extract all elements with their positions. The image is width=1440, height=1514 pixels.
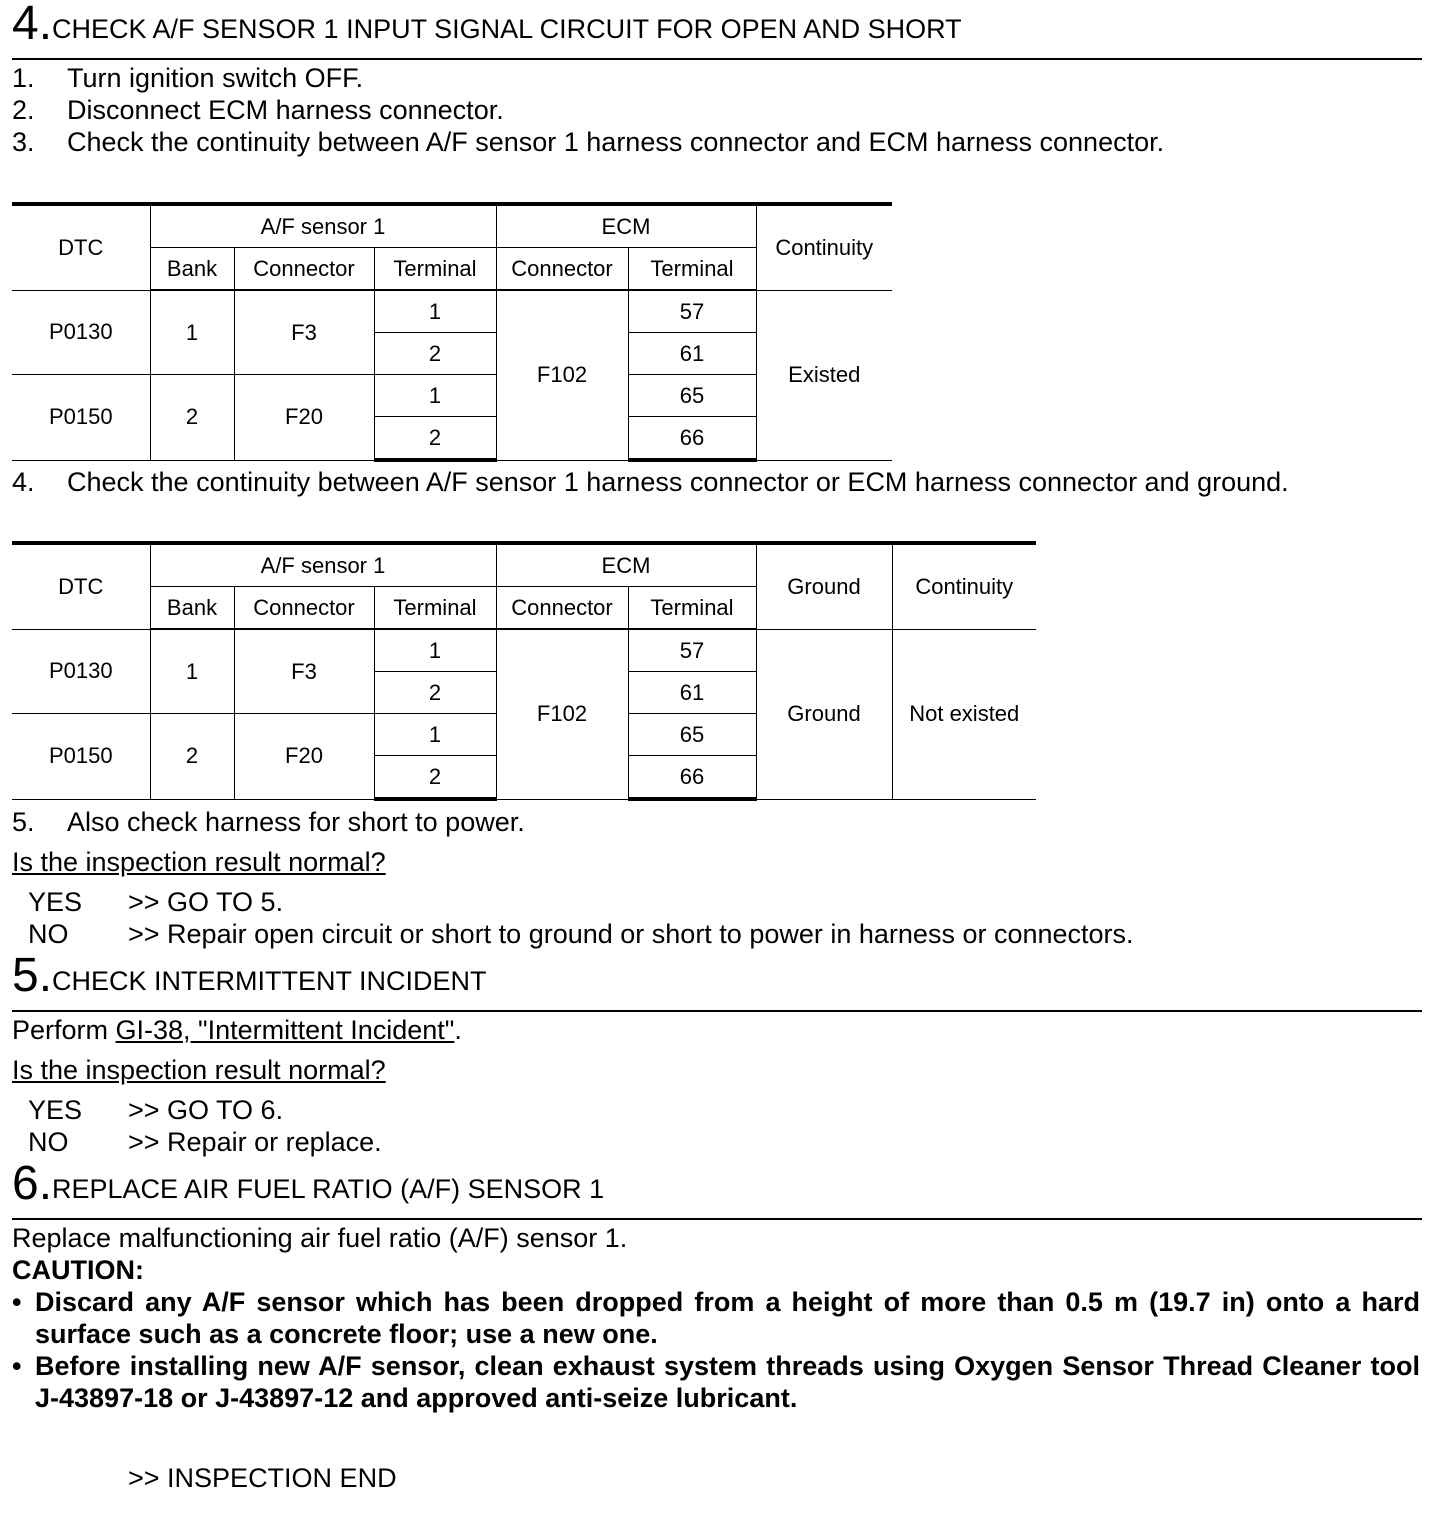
answer-no (28, 1126, 382, 1158)
step-title: CHECK INTERMITTENT INCIDENT (52, 966, 487, 996)
step-title: CHECK A/F SENSOR 1 INPUT SIGNAL CIRCUIT FOR OPEN AND SHORT (52, 14, 962, 44)
item-text: Check the continuity between A/F sensor 1 harness connector and ECM harness connector. (67, 127, 1165, 157)
instruction-item (12, 806, 525, 838)
cell-bank: 1 (150, 290, 234, 375)
cell-ecm-terminal: 65 (628, 375, 756, 417)
reference-link[interactable]: GI-38, "Intermittent Incident" (115, 1015, 455, 1045)
cell-ecm-connector: F102 (496, 290, 628, 460)
answer-no (28, 918, 1134, 950)
item-text: Also check harness for short to power. (67, 807, 525, 837)
instruction-item (12, 62, 363, 94)
instruction-item (12, 466, 1289, 498)
item-text: Disconnect ECM harness connector. (67, 95, 504, 125)
header-ground: Ground (756, 543, 892, 629)
cell-ecm-terminal: 57 (628, 629, 756, 672)
header-af-sensor: A/F sensor 1 (150, 204, 496, 248)
cell-connector: F20 (234, 375, 374, 461)
cell-dtc: P0130 (12, 629, 150, 714)
answer-label: NO (28, 1127, 69, 1157)
bullet-text: Discard any A/F sensor which has been dropped from a height of more than 0.5 m (19.7 in) onto a hard surface such as a concrete floor; use a new one. (35, 1287, 1420, 1349)
answer-label: YES (28, 887, 83, 917)
header-ecm-connector: Connector (496, 587, 628, 630)
header-continuity: Continuity (892, 543, 1036, 629)
cell-bank: 1 (150, 629, 234, 714)
perform-suffix: . (454, 1015, 462, 1045)
cell-terminal: 1 (374, 629, 496, 672)
header-bank: Bank (150, 587, 234, 630)
bullet-mark: • (12, 1351, 22, 1381)
cell-ecm-terminal: 61 (628, 333, 756, 375)
cell-continuity: Existed (756, 290, 892, 460)
step-4-heading (12, 0, 1422, 60)
step-5-heading (12, 949, 1422, 1012)
step-number: 4. (12, 0, 53, 50)
cell-terminal: 1 (374, 375, 496, 417)
cell-terminal: 1 (374, 290, 496, 333)
header-dtc: DTC (12, 543, 150, 629)
cell-dtc: P0150 (12, 375, 150, 461)
header-terminal: Terminal (374, 248, 496, 291)
cell-connector: F20 (234, 714, 374, 800)
instruction-item (12, 126, 1164, 158)
cell-continuity: Not existed (892, 629, 1036, 799)
inspection-question: Is the inspection result normal? (12, 847, 386, 877)
cell-terminal: 2 (374, 417, 496, 461)
replace-instruction: Replace malfunctioning air fuel ratio (A/F) sensor 1. (12, 1223, 628, 1253)
header-af-sensor: A/F sensor 1 (150, 543, 496, 587)
caution-bullet (12, 1350, 1420, 1414)
cell-terminal: 2 (374, 756, 496, 800)
header-ecm-terminal: Terminal (628, 248, 756, 291)
instruction-item (12, 94, 504, 126)
answer-text: >> Repair or replace. (128, 1127, 382, 1157)
item-number: 5. (12, 807, 35, 837)
cell-ecm-terminal: 66 (628, 756, 756, 800)
answer-text: >> GO TO 6. (128, 1095, 284, 1125)
cell-ecm-connector: F102 (496, 629, 628, 799)
item-number: 1. (12, 63, 35, 93)
item-number: 4. (12, 467, 35, 497)
cell-ecm-terminal: 65 (628, 714, 756, 756)
answer-yes (28, 886, 283, 918)
cell-connector: F3 (234, 290, 374, 375)
cell-ecm-terminal: 57 (628, 290, 756, 333)
header-ecm-connector: Connector (496, 248, 628, 291)
inspection-end: >> INSPECTION END (128, 1463, 397, 1493)
item-number: 3. (12, 127, 35, 157)
header-connector: Connector (234, 248, 374, 291)
cell-terminal: 2 (374, 333, 496, 375)
answer-text: >> Repair open circuit or short to ground or short to power in harness or connectors. (128, 919, 1134, 949)
cell-ecm-terminal: 61 (628, 672, 756, 714)
cell-ground: Ground (756, 629, 892, 799)
header-ecm: ECM (496, 543, 756, 587)
cell-connector: F3 (234, 629, 374, 714)
header-continuity: Continuity (756, 204, 892, 290)
item-number: 2. (12, 95, 35, 125)
header-ecm-terminal: Terminal (628, 587, 756, 630)
caution-bullet (12, 1286, 1420, 1350)
header-terminal: Terminal (374, 587, 496, 630)
header-dtc: DTC (12, 204, 150, 290)
bullet-mark: • (12, 1287, 22, 1317)
caution-heading: CAUTION: (12, 1255, 144, 1285)
step-number: 6. (12, 1157, 53, 1210)
step-number: 5. (12, 949, 53, 1002)
cell-terminal: 1 (374, 714, 496, 756)
header-connector: Connector (234, 587, 374, 630)
cell-terminal: 2 (374, 672, 496, 714)
cell-bank: 2 (150, 714, 234, 800)
step-6-heading (12, 1157, 1422, 1220)
perform-prefix: Perform (12, 1015, 116, 1045)
cell-bank: 2 (150, 375, 234, 461)
step-title: REPLACE AIR FUEL RATIO (A/F) SENSOR 1 (52, 1174, 605, 1204)
bullet-text: Before installing new A/F sensor, clean exhaust system threads using Oxygen Sensor Thread Cleaner tool J-43897-18 or J-43897-12 and approved anti-seize lubricant. (35, 1351, 1420, 1413)
answer-label: NO (28, 919, 69, 949)
continuity-table-harness (12, 202, 892, 462)
continuity-table-ground (12, 541, 1036, 801)
answer-text: >> GO TO 5. (128, 887, 284, 917)
answer-yes (28, 1094, 283, 1126)
cell-dtc: P0130 (12, 290, 150, 375)
item-text: Turn ignition switch OFF. (67, 63, 364, 93)
perform-instruction (12, 1014, 462, 1046)
cell-dtc: P0150 (12, 714, 150, 800)
header-ecm: ECM (496, 204, 756, 248)
header-bank: Bank (150, 248, 234, 291)
inspection-question: Is the inspection result normal? (12, 1055, 386, 1085)
item-text: Check the continuity between A/F sensor 1 harness connector or ECM harness connector and ground. (67, 467, 1289, 497)
cell-ecm-terminal: 66 (628, 417, 756, 461)
answer-label: YES (28, 1095, 83, 1125)
